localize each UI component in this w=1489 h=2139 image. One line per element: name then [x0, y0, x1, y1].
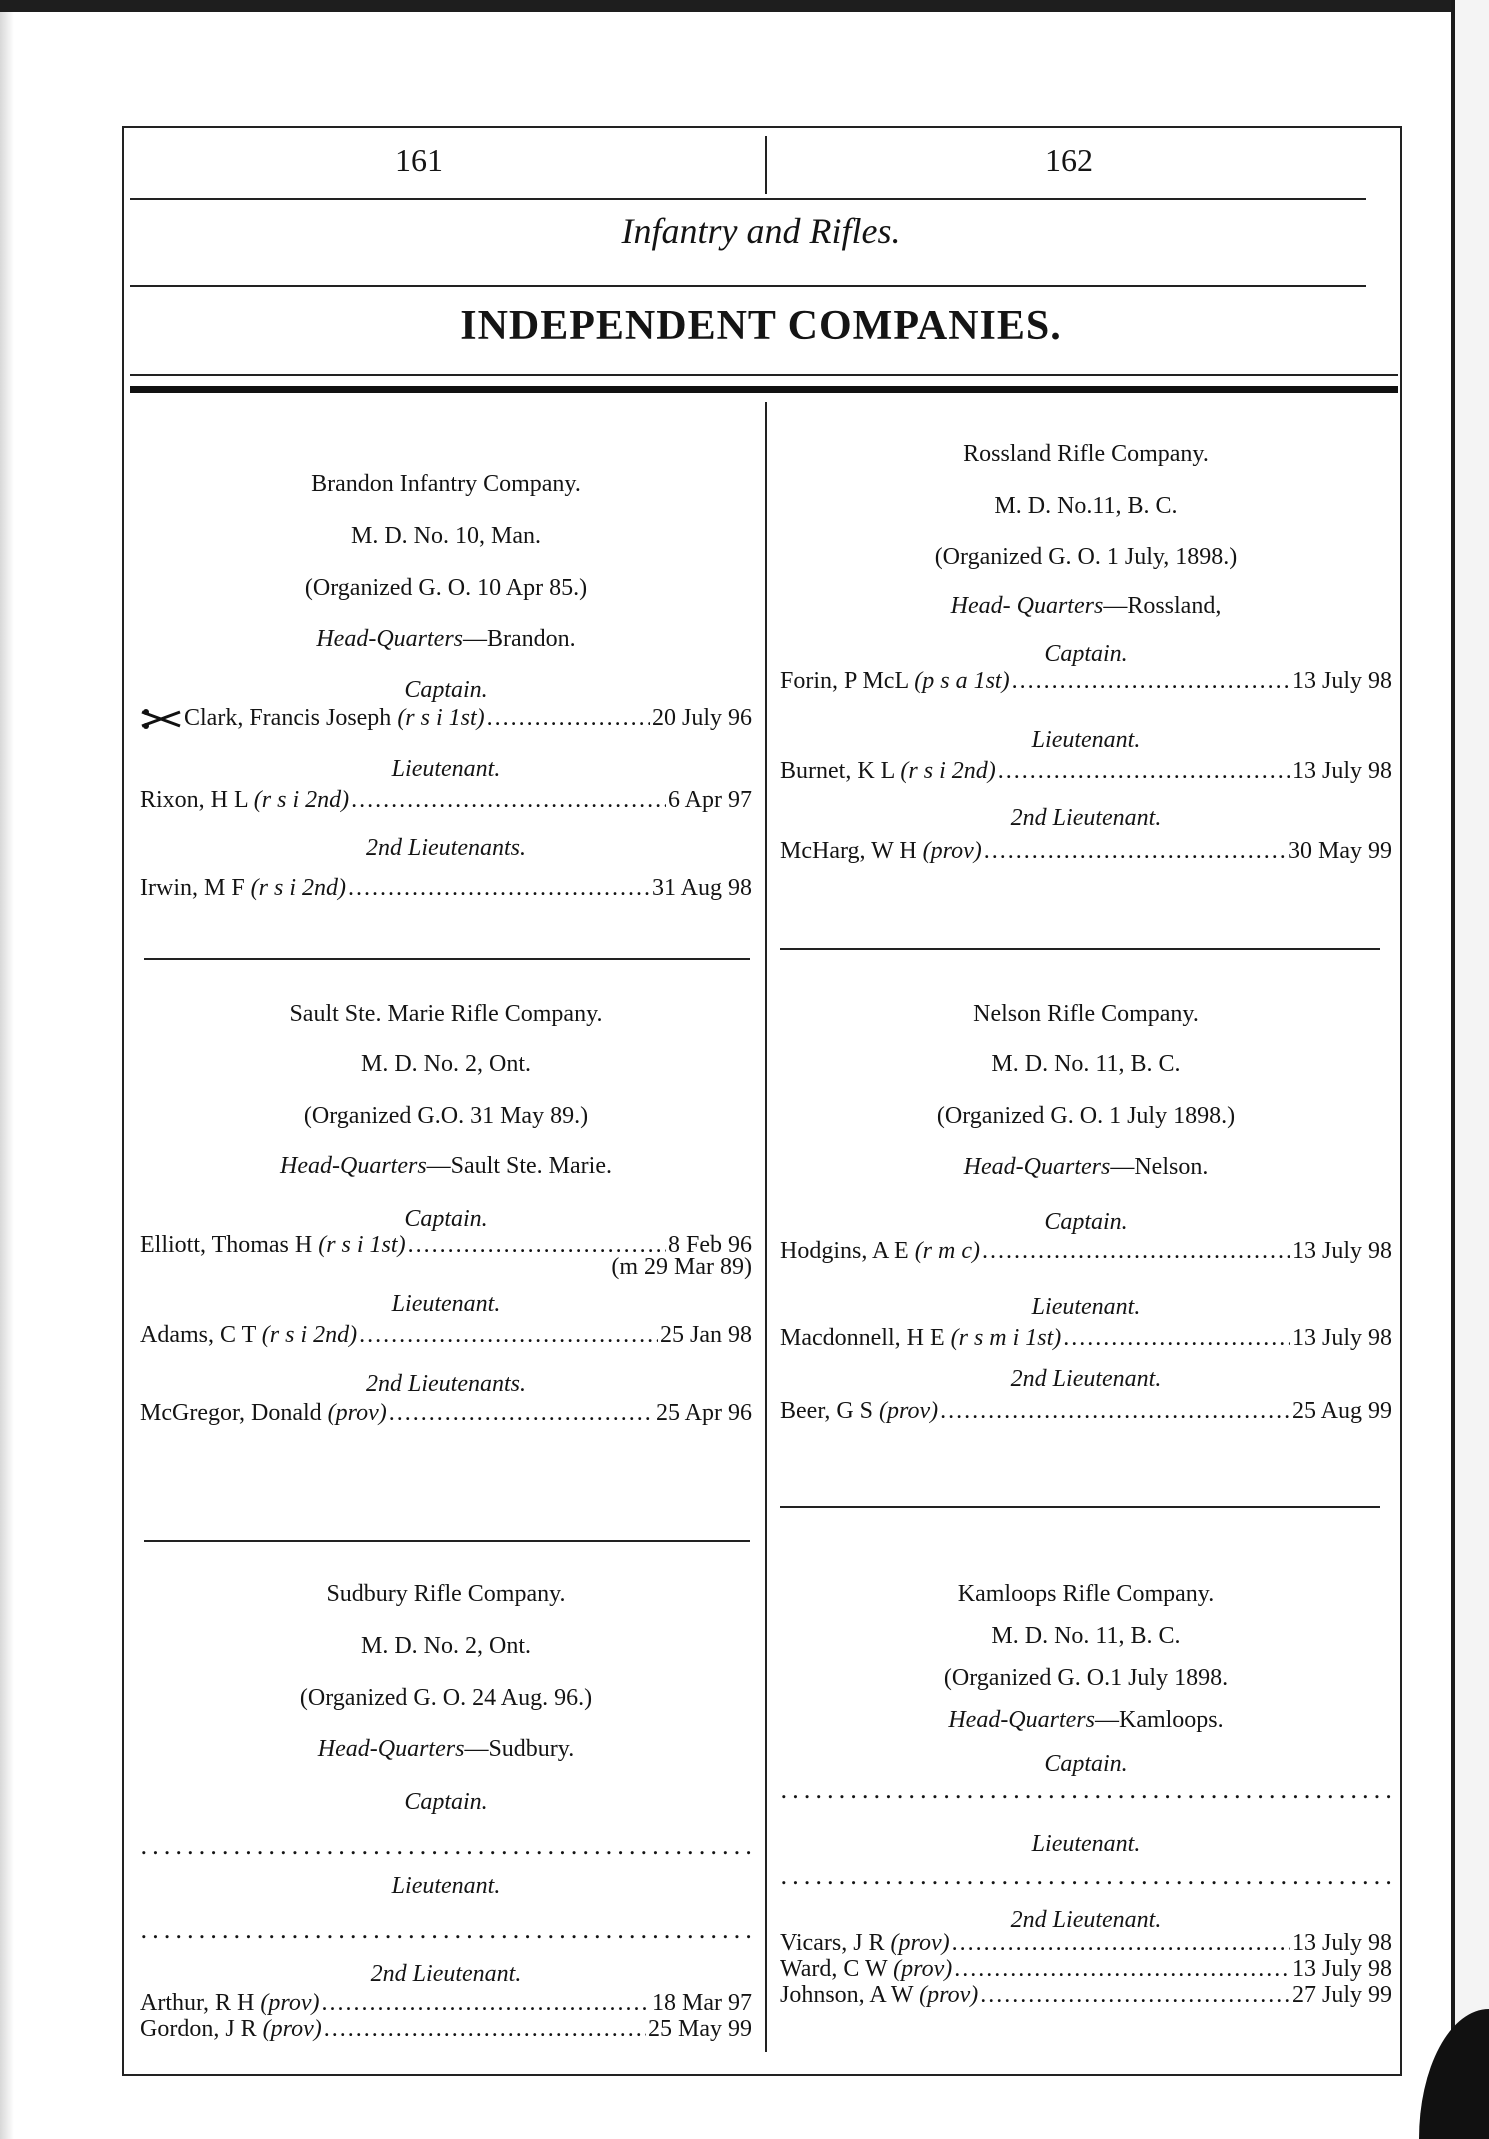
rank-title: 2nd Lieutenant.: [370, 1961, 522, 1987]
officer-qualification: (r s m i 1st): [950, 1325, 1062, 1351]
officer-qualification: (prov): [879, 1398, 939, 1424]
leader-dots: [952, 1930, 1290, 1956]
officer-qualification: (prov): [890, 1930, 950, 1956]
officer-qualification: (prov): [919, 1982, 979, 2008]
officer-name: [140, 1322, 357, 1348]
appointment-date: 25 Aug 99: [1291, 1398, 1392, 1424]
leader-dots: [487, 705, 650, 731]
scan-corner-shadow: [1419, 2009, 1489, 2139]
rank-title: Lieutenant.: [1031, 1831, 1141, 1857]
officer-name: [780, 1238, 980, 1264]
appointment-date: 25 Apr 96: [656, 1400, 752, 1426]
rank-title: Lieutenant.: [391, 1873, 501, 1899]
rank-title: 2nd Lieutenant.: [1010, 805, 1162, 831]
officer-qualification: (r s i 2nd): [900, 758, 996, 784]
military-district: M. D. No. 2, Ont.: [360, 1051, 531, 1077]
officer-name-text: Macdonnell, H E: [780, 1325, 951, 1351]
military-district: M. D. No.11, B. C.: [994, 493, 1178, 519]
officer-qualification: (r s i 2nd): [250, 875, 347, 901]
leader-dots: [1012, 668, 1290, 694]
officer-qualification: (prov): [262, 2016, 322, 2042]
company-separator: [144, 1540, 750, 1542]
officer-name-text: Johnson, A W: [780, 1982, 920, 2008]
officer-name: [140, 705, 485, 731]
officer-entry: [780, 838, 1392, 864]
vacant-dotted-line: [140, 1836, 752, 1856]
officer-name: [140, 875, 346, 901]
leader-dots: [324, 2016, 646, 2042]
officer-name: [780, 1325, 1061, 1351]
officer-name-text: Arthur, R H: [140, 1990, 261, 2016]
officer-qualification: (r s i 1st): [397, 705, 485, 731]
officer-entry: [780, 668, 1392, 694]
head-quarters-label: Head-Quarters: [280, 1153, 427, 1179]
head-quarters-place: —Sudbury.: [464, 1736, 575, 1762]
officer-entry: [140, 2016, 752, 2042]
officer-entry: [780, 1982, 1392, 2008]
rank-title: Captain.: [404, 677, 488, 703]
organized-order: (Organized G. O. 10 Apr 85.): [304, 575, 588, 601]
officer-entry: [140, 875, 752, 901]
leader-dots: [998, 758, 1290, 784]
double-rule-thick: [130, 386, 1398, 393]
organized-order: (Organized G.O. 31 May 89.): [303, 1103, 589, 1129]
appointment-date: 20 July 96: [651, 705, 752, 731]
rank-title: Lieutenant.: [391, 756, 501, 782]
head-quarters-label: Head-Quarters: [317, 1736, 465, 1762]
appointment-date: 13 July 98: [1291, 668, 1392, 694]
officer-entry: [140, 1322, 752, 1348]
leader-dots: [954, 1956, 1290, 1982]
leader-dots: [982, 1238, 1290, 1264]
appointment-date: 8 Feb 96: [668, 1232, 752, 1258]
officer-name-text: Rixon, H L: [140, 787, 254, 813]
officer-qualification: (prov): [327, 1400, 387, 1426]
crossed-swords-icon: [140, 708, 184, 730]
officer-qualification: (prov): [922, 838, 982, 864]
head-quarters-line: [780, 1153, 1392, 1181]
officer-name-text: Burnet, K L: [780, 758, 901, 784]
officer-qualification: (p s a 1st): [914, 668, 1010, 694]
appointment-date: 25 May 99: [648, 2016, 752, 2042]
rank-title: Captain.: [404, 1789, 488, 1815]
officer-name-text: McHarg, W H: [780, 838, 923, 864]
vacant-dotted-line: [140, 1920, 752, 1940]
head-quarters-place: —Sault Ste. Marie.: [426, 1153, 612, 1179]
officer-name: [140, 1990, 319, 2016]
officer-name-text: Clark, Francis Joseph: [184, 705, 398, 731]
officer-entry: [140, 1990, 752, 2016]
head-quarters-place: —Brandon.: [463, 626, 576, 652]
officer-entry: [780, 758, 1392, 784]
organized-order: (Organized G. O. 24 Aug. 96.): [299, 1685, 593, 1711]
rank-title: 2nd Lieutenants.: [366, 1371, 526, 1397]
rank-title: Captain.: [1044, 1209, 1128, 1235]
head-quarters-label: Head-Quarters: [963, 1154, 1111, 1180]
previous-rank-date: (m 29 Mar 89): [611, 1254, 752, 1280]
company-name: Rossland Rifle Company.: [963, 441, 1209, 467]
military-district: M. D. No. 10, Man.: [351, 523, 541, 549]
officer-entry: [140, 787, 752, 813]
head-quarters-place: —Nelson.: [1110, 1154, 1209, 1180]
appointment-date: 31 Aug 98: [651, 875, 752, 901]
page-number-row: [124, 130, 1398, 198]
page-title: INDEPENDENT COMPANIES.: [460, 303, 1062, 349]
appointment-date: 13 July 98: [1291, 1238, 1392, 1264]
organized-order: (Organized G. O.1 July 1898.: [943, 1665, 1229, 1691]
officer-name-text: Adams, C T: [140, 1322, 262, 1348]
officer-name: [780, 668, 1010, 694]
military-district: M. D. No. 2, Ont.: [360, 1633, 531, 1659]
officer-entry: [140, 1400, 752, 1426]
organized-order: (Organized G. O. 1 July, 1898.): [934, 544, 1238, 570]
officer-qualification: (prov): [893, 1956, 953, 1982]
leader-dots: [351, 787, 666, 813]
leader-dots: [389, 1400, 654, 1426]
rank-title: Captain.: [1044, 1751, 1128, 1777]
head-quarters-label: Head-Quarters: [316, 626, 463, 652]
leader-dots: [984, 838, 1286, 864]
leader-dots: [321, 1990, 650, 2016]
officer-name-text: Beer, G S: [780, 1398, 880, 1424]
scan-edge-right: [1451, 0, 1489, 2139]
head-quarters-place: —Rossland,: [1103, 593, 1222, 619]
appointment-date: 13 July 98: [1291, 758, 1392, 784]
appointment-date: 27 July 99: [1291, 1982, 1392, 2008]
officer-name: [140, 1400, 387, 1426]
head-quarters-label: Head- Quarters: [950, 593, 1104, 619]
officer-name: [140, 1232, 406, 1258]
officer-name-text: Elliott, Thomas H: [140, 1232, 319, 1258]
scan-edge-left: [0, 12, 14, 2139]
company-name: Sudbury Rifle Company.: [326, 1581, 566, 1607]
rule-under-section: [130, 285, 1366, 287]
rank-title: Lieutenant.: [391, 1291, 501, 1317]
officer-name: [780, 1956, 952, 1982]
leader-dots: [1063, 1325, 1290, 1351]
officer-name: [780, 1930, 950, 1956]
head-quarters-line: [140, 1735, 752, 1763]
appointment-date: 18 Mar 97: [652, 1990, 752, 2016]
officer-name: [140, 2016, 322, 2042]
officer-entry: [780, 1956, 1392, 1982]
company-name: Sault Ste. Marie Rifle Company.: [289, 1001, 603, 1027]
officer-name: [780, 758, 996, 784]
officer-name-text: Irwin, M F: [140, 875, 251, 901]
rule-under-title: [130, 374, 1398, 376]
head-quarters-place: —Kamloops.: [1094, 1707, 1224, 1733]
head-quarters-line: [780, 1706, 1392, 1734]
officer-name-text: Ward, C W: [780, 1956, 894, 1982]
officer-qualification: (r s i 1st): [318, 1232, 406, 1258]
officer-name-text: Gordon, J R: [140, 2016, 263, 2042]
rank-title: 2nd Lieutenants.: [366, 835, 526, 861]
officer-name: [780, 1982, 978, 2008]
vacant-dotted-line: [780, 1866, 1392, 1886]
leader-dots: [348, 875, 650, 901]
officer-entry: [140, 705, 752, 731]
leader-dots: [980, 1982, 1290, 2008]
head-quarters-line: [140, 625, 752, 653]
section-title: Infantry and Rifles.: [621, 211, 901, 251]
company-separator: [780, 948, 1380, 950]
officer-qualification: (prov): [260, 1990, 320, 2016]
officer-qualification: (r s i 2nd): [261, 1322, 358, 1348]
page-number-divider: [765, 136, 767, 194]
rank-title: Lieutenant.: [1031, 1294, 1141, 1320]
officer-name-text: McGregor, Donald: [140, 1400, 328, 1426]
column-divider: [765, 402, 767, 2052]
appointment-date: 25 Jan 98: [660, 1322, 752, 1348]
leader-dots: [940, 1398, 1290, 1424]
head-quarters-line: [780, 592, 1392, 620]
leader-dots: [359, 1322, 658, 1348]
page-number-left: 161: [395, 142, 443, 178]
rank-title: 2nd Lieutenant.: [1010, 1366, 1162, 1392]
company-name: Kamloops Rifle Company.: [957, 1581, 1215, 1607]
rank-title: Captain.: [404, 1206, 488, 1232]
rank-title: 2nd Lieutenant.: [1010, 1907, 1162, 1933]
rank-title: Captain.: [1044, 641, 1128, 667]
rule-under-page-numbers: [130, 198, 1366, 200]
officer-name-text: Vicars, J R: [780, 1930, 891, 1956]
officer-entry: [780, 1930, 1392, 1956]
appointment-date: 13 July 98: [1291, 1325, 1392, 1351]
company-separator: [144, 958, 750, 960]
appointment-date: 30 May 99: [1288, 838, 1392, 864]
vacant-dotted-line: [780, 1780, 1392, 1800]
rank-title: Lieutenant.: [1031, 727, 1141, 753]
officer-qualification: (r m c): [914, 1238, 980, 1264]
military-district: M. D. No. 11, B. C.: [991, 1623, 1181, 1649]
organized-order: (Organized G. O. 1 July 1898.): [936, 1103, 1236, 1129]
officer-entry: [780, 1238, 1392, 1264]
officer-name-text: Hodgins, A E: [780, 1238, 915, 1264]
scan-edge-top: [0, 0, 1489, 12]
appointment-date: 13 July 98: [1291, 1956, 1392, 1982]
company-separator: [780, 1506, 1380, 1508]
company-name: Nelson Rifle Company.: [973, 1001, 1199, 1027]
officer-name: [780, 1398, 938, 1424]
appointment-date: 6 Apr 97: [668, 787, 752, 813]
head-quarters-label: Head-Quarters: [948, 1707, 1095, 1733]
officer-name: [140, 787, 349, 813]
page-number-right: 162: [1045, 142, 1093, 178]
head-quarters-line: [140, 1152, 752, 1180]
officer-qualification: (r s i 2nd): [253, 787, 350, 813]
officer-name-text: Forin, P McL: [780, 668, 915, 694]
officer-entry: [780, 1398, 1392, 1424]
appointment-date: 13 July 98: [1291, 1930, 1392, 1956]
officer-entry: [780, 1325, 1392, 1351]
officer-name: [780, 838, 982, 864]
company-name: Brandon Infantry Company.: [311, 471, 581, 497]
military-district: M. D. No. 11, B. C.: [991, 1051, 1181, 1077]
